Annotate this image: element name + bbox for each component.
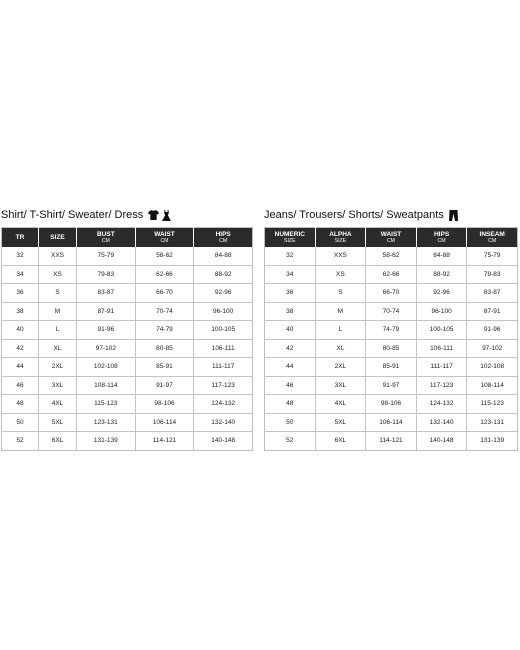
column-header-label: ALPHA xyxy=(329,231,352,238)
table-cell: 84-88 xyxy=(416,247,467,265)
table-cell: 38 xyxy=(2,302,39,321)
table-cell: 2XL xyxy=(315,358,366,377)
table-cell: L xyxy=(39,321,77,340)
table-row xyxy=(2,358,253,377)
table-cell: 4XL xyxy=(39,395,77,414)
table-cell: M xyxy=(39,302,77,321)
table-cell: 140-148 xyxy=(194,432,253,451)
table-row xyxy=(265,413,518,432)
table-row xyxy=(265,265,518,284)
column-header-unit: SIZE xyxy=(334,238,347,244)
column-header-unit: CM xyxy=(160,238,169,244)
table-cell: 114-121 xyxy=(366,432,417,451)
table-cell: 97-102 xyxy=(467,339,518,358)
table-cell: 42 xyxy=(2,339,39,358)
table-cell: 88-92 xyxy=(194,265,253,284)
table-cell: 91-97 xyxy=(366,376,417,395)
table-cell: 58-62 xyxy=(366,247,417,265)
table-cell: 40 xyxy=(265,321,316,340)
column-header xyxy=(77,228,136,248)
table-cell: 124-132 xyxy=(194,395,253,414)
tops-table-body xyxy=(2,247,253,450)
table-row xyxy=(265,302,518,321)
bottoms-table xyxy=(264,227,518,451)
table-cell: 62-66 xyxy=(135,265,194,284)
table-row xyxy=(265,358,518,377)
table-cell: 108-114 xyxy=(467,376,518,395)
table-cell: 83-87 xyxy=(467,284,518,303)
table-cell: 34 xyxy=(2,265,39,284)
table-cell: 91-96 xyxy=(77,321,136,340)
table-cell: 100-105 xyxy=(194,321,253,340)
column-header-label: SIZE xyxy=(50,234,65,241)
table-cell: L xyxy=(315,321,366,340)
table-cell: 80-85 xyxy=(135,339,194,358)
column-header-unit: CM xyxy=(101,238,110,244)
table-cell: 91-96 xyxy=(467,321,518,340)
table-cell: 102-108 xyxy=(467,358,518,377)
table-cell: 87-91 xyxy=(467,302,518,321)
table-row xyxy=(2,302,253,321)
table-cell: 75-79 xyxy=(467,247,518,265)
table-cell: 85-91 xyxy=(135,358,194,377)
table-row xyxy=(2,413,253,432)
column-header-label: INSEAM xyxy=(479,231,505,238)
column-header-label: HIPS xyxy=(215,231,231,238)
table-row xyxy=(2,395,253,414)
table-cell: 106-111 xyxy=(194,339,253,358)
table-cell: 106-114 xyxy=(366,413,417,432)
table-row xyxy=(2,284,253,303)
table-cell: 50 xyxy=(2,413,39,432)
column-header-unit: CM xyxy=(437,238,446,244)
table-cell: 6XL xyxy=(315,432,366,451)
table-cell: 36 xyxy=(265,284,316,303)
table-cell: 5XL xyxy=(315,413,366,432)
table-cell: 66-70 xyxy=(135,284,194,303)
column-header-label: WAIST xyxy=(154,231,175,238)
column-header-label: NUMERIC xyxy=(274,231,305,238)
column-header xyxy=(135,228,194,248)
table-cell: 46 xyxy=(265,376,316,395)
table-row xyxy=(2,376,253,395)
table-cell: 3XL xyxy=(39,376,77,395)
column-header xyxy=(315,228,366,248)
column-header xyxy=(194,228,253,248)
column-header-label: HIPS xyxy=(433,231,450,238)
table-cell: 32 xyxy=(2,247,39,265)
table-cell: 123-131 xyxy=(77,413,136,432)
column-header-unit: CM xyxy=(219,238,228,244)
table-row xyxy=(265,376,518,395)
table-cell: 62-66 xyxy=(366,265,417,284)
table-cell: 114-121 xyxy=(135,432,194,451)
table-cell: 123-131 xyxy=(467,413,518,432)
table-cell: 58-62 xyxy=(135,247,194,265)
table-cell: 91-97 xyxy=(135,376,194,395)
tops-table xyxy=(1,227,253,451)
table-cell: 3XL xyxy=(315,376,366,395)
table-cell: 100-105 xyxy=(416,321,467,340)
table-cell: 74-79 xyxy=(366,321,417,340)
table-cell: 40 xyxy=(2,321,39,340)
table-cell: S xyxy=(39,284,77,303)
table-cell: XXS xyxy=(39,247,77,265)
table-row xyxy=(265,284,518,303)
table-cell: 42 xyxy=(265,339,316,358)
table-cell: 48 xyxy=(265,395,316,414)
table-cell: 96-100 xyxy=(194,302,253,321)
table-cell: 117-123 xyxy=(194,376,253,395)
tops-title-row xyxy=(1,207,253,223)
column-header-label: BUST xyxy=(96,231,115,238)
table-row xyxy=(265,395,518,414)
table-cell: 36 xyxy=(2,284,39,303)
table-cell: 79-83 xyxy=(467,265,518,284)
table-row xyxy=(2,339,253,358)
table-cell: XXS xyxy=(315,247,366,265)
table-cell: 98-106 xyxy=(366,395,417,414)
tops-size-chart xyxy=(1,207,253,451)
table-cell: 92-96 xyxy=(194,284,253,303)
table-cell: 4XL xyxy=(315,395,366,414)
table-cell: 6XL xyxy=(39,432,77,451)
table-cell: 5XL xyxy=(39,413,77,432)
table-cell: 92-96 xyxy=(416,284,467,303)
table-cell: 131-139 xyxy=(77,432,136,451)
bottoms-size-chart xyxy=(264,207,518,451)
table-cell: 97-102 xyxy=(77,339,136,358)
column-header-label: WAIST xyxy=(380,231,402,238)
bottoms-title: Jeans/ Trousers/ Shorts/ Sweatpants xyxy=(264,209,444,221)
table-cell: 70-74 xyxy=(135,302,194,321)
column-header-unit: CM xyxy=(386,238,396,244)
table-cell: 75-79 xyxy=(77,247,136,265)
column-header xyxy=(467,228,518,248)
table-cell: XL xyxy=(315,339,366,358)
table-cell: 48 xyxy=(2,395,39,414)
table-cell: XS xyxy=(315,265,366,284)
table-cell: 85-91 xyxy=(366,358,417,377)
table-cell: 111-117 xyxy=(416,358,467,377)
table-cell: 66-70 xyxy=(366,284,417,303)
table-cell: 111-117 xyxy=(194,358,253,377)
table-cell: 88-92 xyxy=(416,265,467,284)
table-cell: 38 xyxy=(265,302,316,321)
column-header xyxy=(2,228,39,248)
table-cell: 83-87 xyxy=(77,284,136,303)
table-cell: 34 xyxy=(265,265,316,284)
table-cell: 2XL xyxy=(39,358,77,377)
column-header xyxy=(265,228,316,248)
table-cell: 106-111 xyxy=(416,339,467,358)
table-cell: 87-91 xyxy=(77,302,136,321)
table-row xyxy=(265,339,518,358)
column-header xyxy=(416,228,467,248)
table-cell: 52 xyxy=(16,437,24,445)
table-cell: 131-139 xyxy=(467,432,518,451)
bottoms-title-row xyxy=(264,207,518,223)
table-row xyxy=(2,321,253,340)
table-cell: 102-108 xyxy=(77,358,136,377)
bottoms-table-body xyxy=(265,247,518,450)
table-cell: 44 xyxy=(2,358,39,377)
table-row xyxy=(265,432,518,451)
table-cell: 32 xyxy=(265,247,316,265)
table-cell: 98-106 xyxy=(135,395,194,414)
table-cell: 96-100 xyxy=(416,302,467,321)
table-cell: 115-123 xyxy=(467,395,518,414)
table-cell: 108-114 xyxy=(77,376,136,395)
table-cell: 46 xyxy=(2,376,39,395)
table-cell: 70-74 xyxy=(366,302,417,321)
table-cell: XS xyxy=(39,265,77,284)
table-cell: 132-140 xyxy=(194,413,253,432)
table-cell: 84-88 xyxy=(194,247,253,265)
table-cell: M xyxy=(315,302,366,321)
tops-header-row xyxy=(2,228,253,248)
table-cell: 140-148 xyxy=(416,432,467,451)
dress-icon xyxy=(162,210,171,221)
table-row xyxy=(265,321,518,340)
table-cell: XL xyxy=(39,339,77,358)
column-header xyxy=(366,228,417,248)
table-cell: 106-114 xyxy=(135,413,194,432)
column-header-label: TR xyxy=(15,234,25,241)
column-header-unit: CM xyxy=(488,238,497,244)
table-cell: 80-85 xyxy=(366,339,417,358)
table-cell: 132-140 xyxy=(416,413,467,432)
table-cell: 50 xyxy=(265,413,316,432)
table-cell: S xyxy=(315,284,366,303)
table-cell: 79-83 xyxy=(77,265,136,284)
column-header-unit: SIZE xyxy=(284,238,296,244)
tops-title: Shirt/ T-Shirt/ Sweater/ Dress xyxy=(1,209,144,221)
table-cell: 74-79 xyxy=(135,321,194,340)
table-cell: 124-132 xyxy=(416,395,467,414)
column-header xyxy=(39,228,77,248)
table-row xyxy=(2,265,253,284)
table-row xyxy=(265,247,518,265)
table-cell: 52 xyxy=(286,437,294,445)
bottoms-header-row xyxy=(265,228,518,248)
table-cell: 115-123 xyxy=(77,395,136,414)
table-cell: 117-123 xyxy=(416,376,467,395)
table-row xyxy=(2,432,253,451)
table-cell: 44 xyxy=(265,358,316,377)
tshirt-icon xyxy=(148,210,159,220)
table-row xyxy=(2,247,253,265)
trousers-icon xyxy=(449,210,458,221)
